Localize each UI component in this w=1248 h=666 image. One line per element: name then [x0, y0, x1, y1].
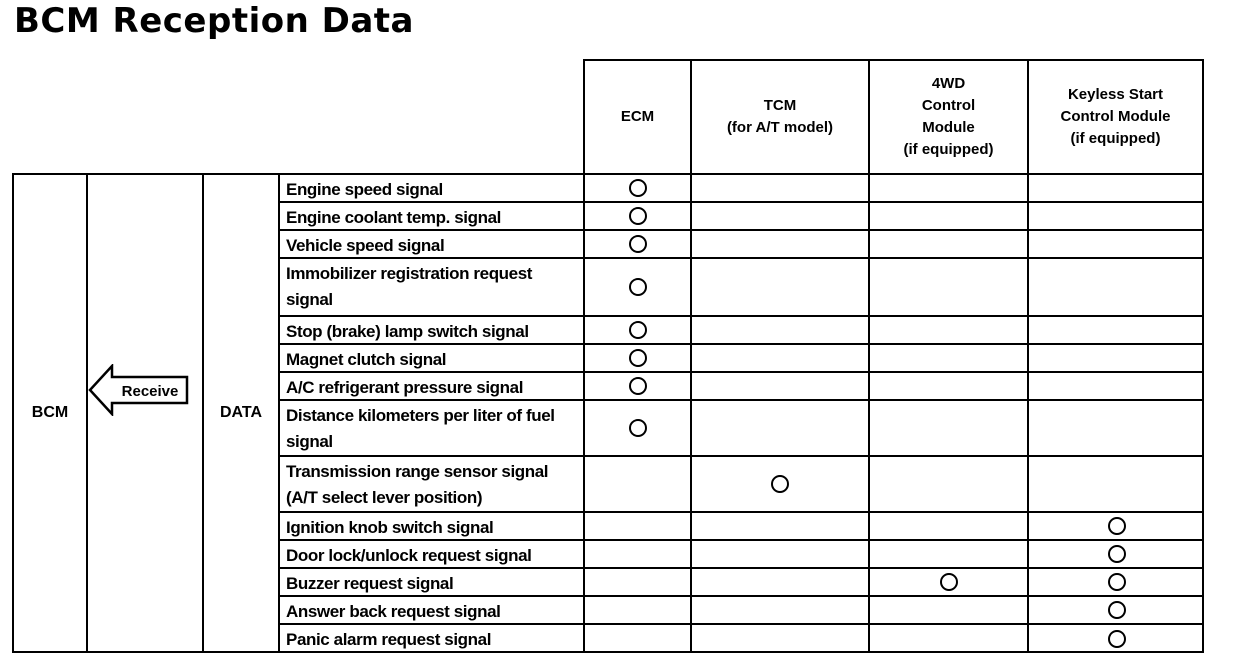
mark-cell: [690, 259, 868, 315]
signal-label: Distance kilometers per liter of fuel signal: [278, 401, 583, 455]
ecm-header: ECM: [583, 59, 690, 175]
mark-cell: [583, 373, 690, 399]
signal-label: Door lock/unlock request signal: [278, 541, 583, 567]
mark-cell: [690, 541, 868, 567]
table-row: [278, 315, 1204, 343]
mark-cell: [1027, 175, 1204, 201]
mark-cell: [690, 373, 868, 399]
mark-cell: [1027, 541, 1204, 567]
mark-cell: [690, 457, 868, 511]
mark-cell: [1027, 597, 1204, 623]
mark-cell: [583, 541, 690, 567]
signal-label: Answer back request signal: [278, 597, 583, 623]
circle-mark-icon: [629, 349, 647, 367]
table-row: [278, 539, 1204, 567]
table-row: [278, 173, 1204, 201]
mark-cell: [690, 231, 868, 257]
mark-cell: [690, 317, 868, 343]
mark-cell: [583, 457, 690, 511]
mark-cell: [868, 513, 1027, 539]
table-row: [278, 455, 1204, 511]
mark-cell: [868, 317, 1027, 343]
mark-cell: [583, 317, 690, 343]
mark-cell: [1027, 345, 1204, 371]
mark-cell: [690, 597, 868, 623]
signal-label: Stop (brake) lamp switch signal: [278, 317, 583, 343]
keyless-header: Keyless Start Control Module (if equipped): [1027, 59, 1204, 175]
mark-cell: [583, 513, 690, 539]
mark-cell: [583, 625, 690, 653]
4wd-header: 4WD Control Module (if equipped): [868, 59, 1027, 175]
bcm-label: BCM: [12, 173, 86, 653]
table-row: [278, 595, 1204, 623]
mark-cell: [868, 175, 1027, 201]
mark-cell: [1027, 457, 1204, 511]
mark-cell: [1027, 625, 1204, 653]
mark-cell: [690, 175, 868, 201]
signal-label: Ignition knob switch signal: [278, 513, 583, 539]
signal-label: Vehicle speed signal: [278, 231, 583, 257]
mark-cell: [868, 597, 1027, 623]
signal-label: Immobilizer registration request signal: [278, 259, 583, 315]
signal-label: Magnet clutch signal: [278, 345, 583, 371]
mark-cell: [583, 401, 690, 455]
mark-cell: [868, 231, 1027, 257]
mark-cell: [868, 345, 1027, 371]
signal-label: Engine coolant temp. signal: [278, 203, 583, 229]
mark-cell: [1027, 513, 1204, 539]
mark-cell: [1027, 569, 1204, 595]
circle-mark-icon: [940, 573, 958, 591]
mark-cell: [868, 625, 1027, 653]
receive-label: Receive: [121, 383, 179, 400]
table-row: [278, 399, 1204, 455]
table-row: [278, 567, 1204, 595]
circle-mark-icon: [629, 278, 647, 296]
table-row: [278, 229, 1204, 257]
mark-cell: [583, 569, 690, 595]
circle-mark-icon: [1108, 573, 1126, 591]
receive-arrow-icon: [88, 364, 190, 416]
mark-cell: [690, 401, 868, 455]
mark-cell: [1027, 231, 1204, 257]
mark-cell: [690, 345, 868, 371]
mark-cell: [868, 569, 1027, 595]
mark-cell: [868, 259, 1027, 315]
circle-mark-icon: [629, 179, 647, 197]
mark-cell: [690, 513, 868, 539]
tcm-header: TCM (for A/T model): [690, 59, 868, 175]
mark-cell: [583, 203, 690, 229]
mark-cell: [868, 401, 1027, 455]
mark-cell: [1027, 317, 1204, 343]
circle-mark-icon: [1108, 630, 1126, 648]
circle-mark-icon: [629, 419, 647, 437]
data-label: DATA: [202, 173, 278, 653]
table-row: [278, 201, 1204, 229]
circle-mark-icon: [1108, 517, 1126, 535]
signal-label: Panic alarm request signal: [278, 625, 583, 653]
circle-mark-icon: [771, 475, 789, 493]
table-row: [278, 257, 1204, 315]
page-title: BCM Reception Data: [14, 1, 414, 41]
mark-cell: [868, 373, 1027, 399]
signal-label: Engine speed signal: [278, 175, 583, 201]
mark-cell: [1027, 203, 1204, 229]
mark-cell: [690, 203, 868, 229]
mark-cell: [1027, 259, 1204, 315]
circle-mark-icon: [1108, 545, 1126, 563]
mark-cell: [583, 259, 690, 315]
mark-cell: [583, 345, 690, 371]
circle-mark-icon: [629, 321, 647, 339]
mark-cell: [583, 175, 690, 201]
mark-cell: [1027, 401, 1204, 455]
circle-mark-icon: [629, 235, 647, 253]
mark-cell: [583, 231, 690, 257]
mark-cell: [690, 625, 868, 653]
mark-cell: [583, 597, 690, 623]
mark-cell: [868, 457, 1027, 511]
table-row: [278, 371, 1204, 399]
mark-cell: [690, 569, 868, 595]
table-row: [278, 343, 1204, 371]
circle-mark-icon: [629, 207, 647, 225]
table-row: [278, 623, 1204, 653]
mark-cell: [1027, 373, 1204, 399]
signal-label: A/C refrigerant pressure signal: [278, 373, 583, 399]
mark-cell: [868, 203, 1027, 229]
signal-label: Transmission range sensor signal (A/T select lever position): [278, 457, 583, 511]
circle-mark-icon: [629, 377, 647, 395]
mark-cell: [868, 541, 1027, 567]
circle-mark-icon: [1108, 601, 1126, 619]
signal-label: Buzzer request signal: [278, 569, 583, 595]
table-row: [278, 511, 1204, 539]
